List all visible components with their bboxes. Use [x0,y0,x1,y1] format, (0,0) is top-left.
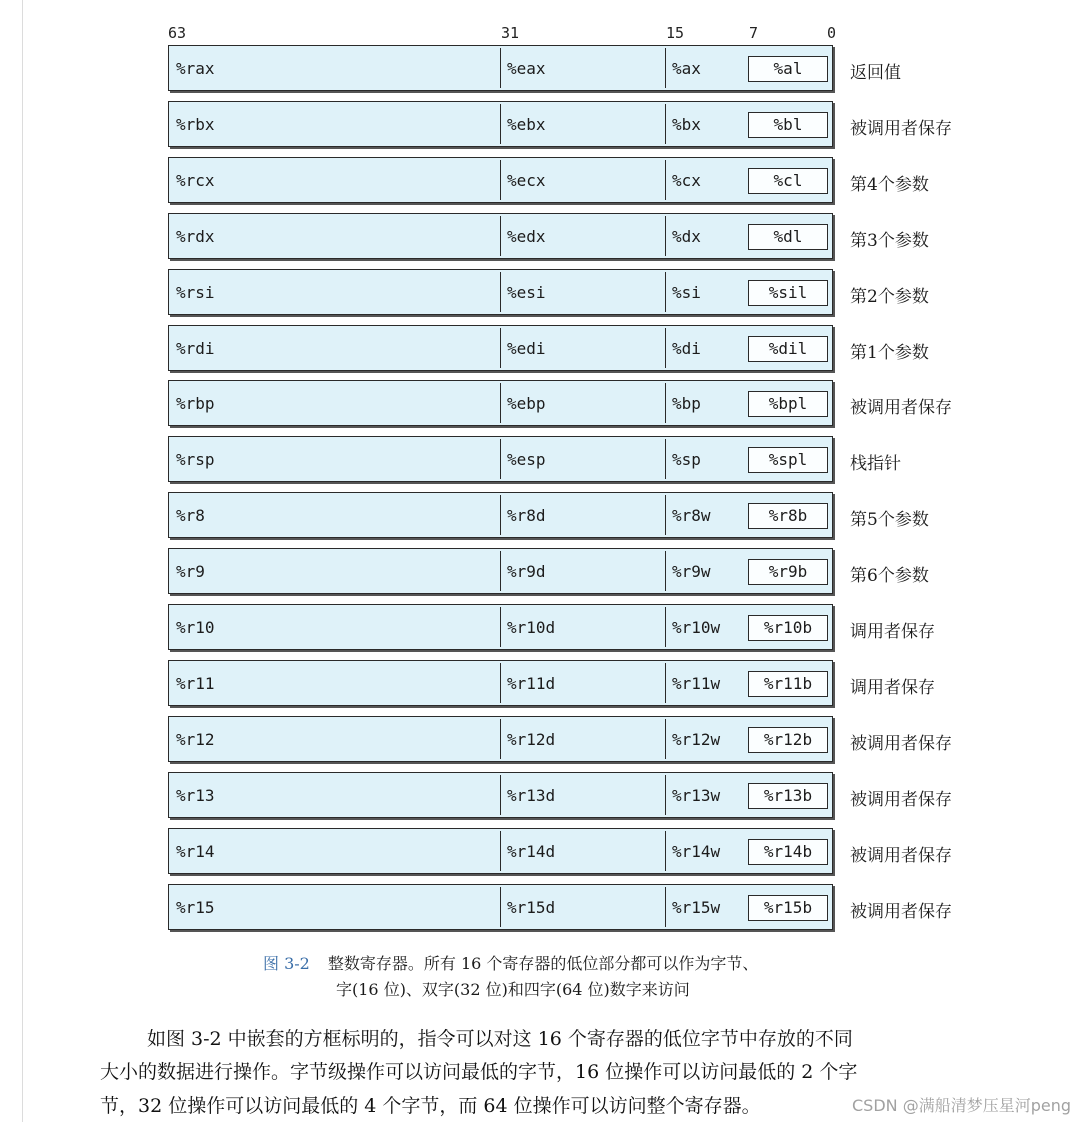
register-name-16bit: %r15w [672,898,721,917]
figure-number: 图 3-2 [263,954,310,973]
register-name-8bit: %r12b [763,730,813,749]
register-name-8bit: %r8b [768,506,808,525]
register-name-8bit: %dl [773,227,803,246]
register-usage: 第4个参数 [850,175,929,195]
register-name-16bit: %dx [672,227,701,246]
register-name-16bit: %bp [672,394,701,413]
register-row [168,660,968,710]
register-name-64bit: %r13 [176,786,215,805]
register-box [168,157,833,203]
register-name-8bit: %al [773,59,803,78]
register-name-32bit: %esi [507,283,546,302]
register-usage: 被调用者保存 [850,790,952,810]
register-row [168,269,968,319]
register-name-64bit: %r9 [176,562,205,581]
register-box [168,548,833,594]
register-name-16bit: %r10w [672,618,721,637]
register-name-64bit: %rsp [176,450,215,469]
register-name-8bit: %dil [768,339,808,358]
register-row [168,157,968,207]
register-box [168,269,833,315]
register-name-32bit: %r14d [507,842,556,861]
watermark: CSDN @满船清梦压星河peng [851,1096,1071,1115]
register-name-32bit: %r10d [507,618,556,637]
body-paragraph-line-3: 节，32 位操作可以访问最低的 4 个字节，而 64 位操作可以访问整个寄存器。 [100,1095,761,1117]
register-name-32bit: %r9d [507,562,546,581]
register-name-32bit: %ebp [507,394,546,413]
register-name-16bit: %r8w [672,506,711,525]
register-name-32bit: %esp [507,450,546,469]
register-box [168,380,833,426]
register-row [168,436,968,486]
register-row [168,325,968,375]
register-box [168,101,833,147]
register-name-8bit: %cl [773,171,803,190]
register-usage: 被调用者保存 [850,846,952,866]
register-name-8bit: %r11b [763,674,813,693]
register-usage: 被调用者保存 [850,734,952,754]
register-usage: 第3个参数 [850,231,929,251]
register-name-16bit: %ax [672,59,701,78]
register-name-64bit: %rdx [176,227,215,246]
register-name-64bit: %rsi [176,283,215,302]
register-box [168,884,833,930]
register-name-16bit: %r11w [672,674,721,693]
register-usage: 第1个参数 [850,343,929,363]
register-usage: 返回值 [850,63,901,83]
register-box [168,604,833,650]
register-name-16bit: %si [672,283,701,302]
body-paragraph-line-1: 如图 3-2 中嵌套的方框标明的，指令可以对这 16 个寄存器的低位字节中存放的不同 [147,1028,853,1050]
register-name-8bit: %bpl [768,394,808,413]
register-box [168,213,833,259]
register-row [168,380,968,430]
body-paragraph-line-2: 大小的数据进行操作。字节级操作可以访问最低的字节，16 位操作可以访问最低的 2 个字 [100,1061,858,1083]
register-row [168,45,968,95]
caption-text-1: 整数寄存器。所有 16 个寄存器的低位部分都可以作为字节、 [327,954,759,973]
register-name-8bit: %spl [768,450,808,469]
figure-caption-line-1 [263,951,758,974]
register-name-32bit: %r8d [507,506,546,525]
bit-label-63: 63 [168,24,187,42]
register-name-32bit: %ecx [507,171,546,190]
register-name-8bit: %r9b [768,562,808,581]
register-name-16bit: %bx [672,115,701,134]
register-name-64bit: %rdi [176,339,215,358]
register-usage: 被调用者保存 [850,398,952,418]
register-usage: 被调用者保存 [850,119,952,139]
register-row [168,213,968,263]
register-box [168,325,833,371]
register-name-32bit: %r12d [507,730,556,749]
register-name-32bit: %edi [507,339,546,358]
register-name-32bit: %r15d [507,898,556,917]
register-name-32bit: %r13d [507,786,556,805]
register-row [168,828,968,878]
bit-label-31: 31 [501,24,520,42]
bit-label-15: 15 [666,24,685,42]
register-name-32bit: %eax [507,59,546,78]
figure-caption-line-2: 字(16 位)、双字(32 位)和四字(64 位)数字来访问 [336,980,690,999]
register-box [168,45,833,91]
register-name-8bit: %r10b [763,618,813,637]
register-usage: 调用者保存 [850,678,935,698]
register-usage: 被调用者保存 [850,902,952,922]
register-name-64bit: %rbp [176,394,215,413]
register-row [168,101,968,151]
register-box [168,660,833,706]
register-usage: 第2个参数 [850,287,929,307]
register-name-32bit: %r11d [507,674,556,693]
register-name-64bit: %r11 [176,674,215,693]
register-name-64bit: %r10 [176,618,215,637]
register-name-64bit: %rbx [176,115,215,134]
register-box [168,492,833,538]
register-row [168,716,968,766]
register-name-8bit: %r13b [763,786,813,805]
page-margin-line [22,0,23,1122]
register-name-8bit: %r14b [763,842,813,861]
register-name-16bit: %cx [672,171,701,190]
register-box [168,828,833,874]
register-box [168,716,833,762]
register-name-64bit: %r14 [176,842,215,861]
register-row [168,772,968,822]
register-row [168,604,968,654]
register-box [168,436,833,482]
register-name-8bit: %sil [768,283,808,302]
register-usage: 调用者保存 [850,622,935,642]
register-name-16bit: %r9w [672,562,711,581]
register-name-32bit: %ebx [507,115,546,134]
register-usage: 第6个参数 [850,566,929,586]
register-name-64bit: %rcx [176,171,215,190]
bit-label-7: 7 [749,24,759,42]
register-row [168,492,968,542]
register-row [168,548,968,598]
register-name-64bit: %r15 [176,898,215,917]
bit-label-0: 0 [827,24,837,42]
register-name-64bit: %r12 [176,730,215,749]
register-row [168,884,968,934]
register-usage: 栈指针 [850,454,901,474]
register-name-16bit: %di [672,339,701,358]
register-name-64bit: %rax [176,59,215,78]
register-name-8bit: %bl [773,115,803,134]
register-usage: 第5个参数 [850,510,929,530]
register-name-8bit: %r15b [763,898,813,917]
register-name-32bit: %edx [507,227,546,246]
register-name-16bit: %r13w [672,786,721,805]
register-name-16bit: %r14w [672,842,721,861]
register-name-64bit: %r8 [176,506,205,525]
register-name-16bit: %sp [672,450,701,469]
register-box [168,772,833,818]
register-name-16bit: %r12w [672,730,721,749]
